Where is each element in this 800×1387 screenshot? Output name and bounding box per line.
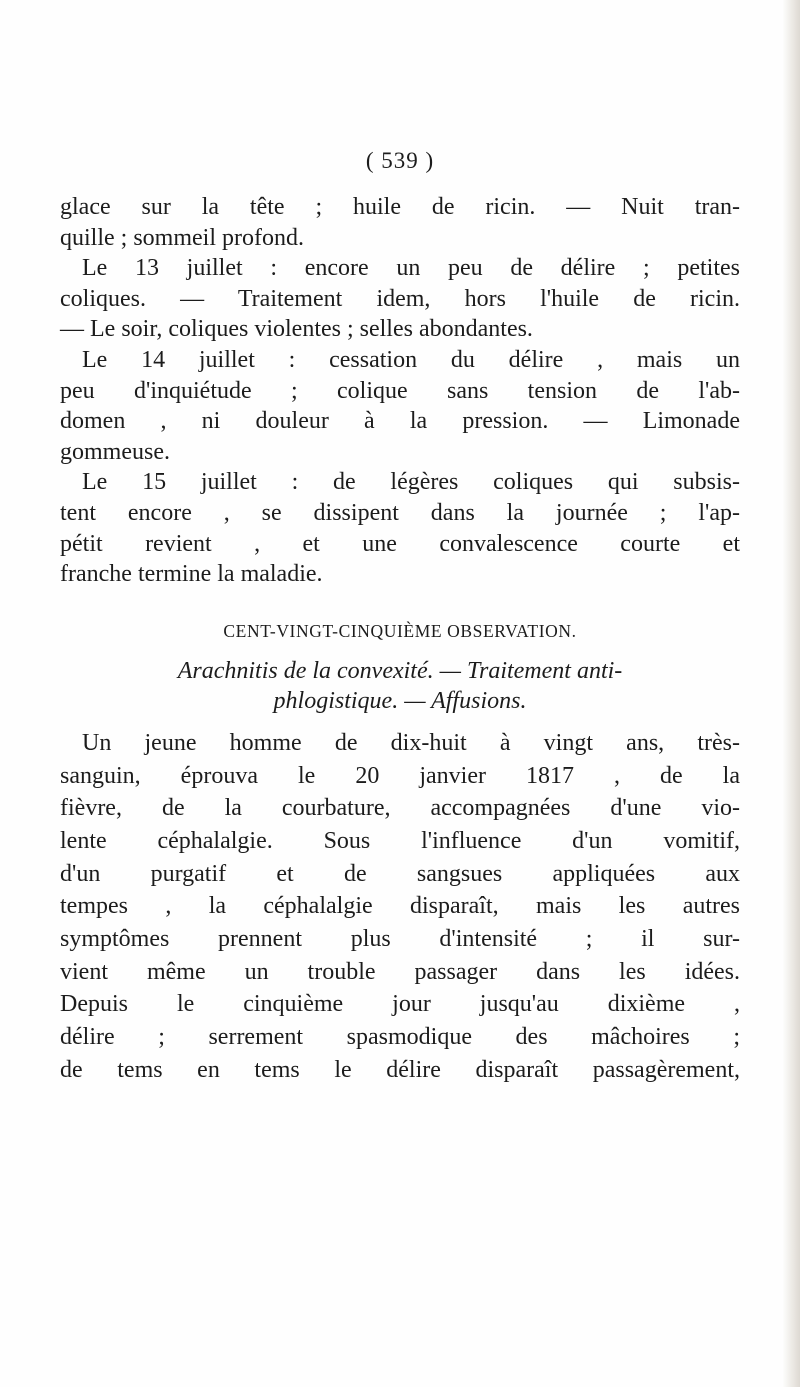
observation-heading: CENT-VINGT-CINQUIÈME OBSERVATION.: [223, 620, 577, 641]
text-line: Le 13 juillet : encore un peu de délire ; petites: [82, 255, 740, 282]
text-line: sanguin, éprouva le 20 janvier 1817 , de la: [60, 762, 740, 789]
text-line: franche termine la maladie.: [60, 561, 323, 588]
text-line: Depuis le cinquième jour jusqu'au dixième ,: [60, 991, 740, 1018]
text-line: gommeuse.: [60, 438, 170, 465]
page-edge-shadow: [782, 0, 800, 1387]
text-line: de tems en tems le délire disparaît passagèrement,: [60, 1056, 740, 1083]
page-text: [60, 148, 740, 1086]
text-line: domen , ni douleur à la pression. — Limonade: [60, 408, 740, 435]
paragraph-2: [60, 253, 740, 345]
paragraph-4: [60, 467, 740, 589]
text-line: tent encore , se dissipent dans la journée ; l'ap-: [60, 499, 740, 526]
observation-subtitle: phlogistique. — Affusions.: [273, 688, 527, 715]
observation-subtitle: Arachnitis de la convexité. — Traitement anti-: [177, 657, 623, 684]
text-line: symptômes prennent plus d'intensité ; il sur-: [60, 926, 740, 953]
text-line: peu d'inquiétude ; colique sans tension de l'ab-: [60, 377, 740, 404]
text-line: Un jeune homme de dix-huit à vingt ans, très-: [82, 729, 740, 756]
text-line: glace sur la tête ; huile de ricin. — Nuit tran-: [60, 194, 740, 220]
text-line: tempes , la céphalalgie disparaît, mais les autres: [60, 893, 740, 920]
text-line: délire ; serrement spasmodique des mâchoires ;: [60, 1024, 740, 1051]
text-line: Le 14 juillet : cessation du délire , mais un: [82, 346, 740, 373]
text-line: fièvre, de la courbature, accompagnées d'une vio-: [60, 795, 740, 822]
text-line: pétit revient , et une convalescence courte et: [60, 530, 740, 557]
text-line: Le 15 juillet : de légères coliques qui subsis-: [82, 469, 740, 496]
text-line: quille ; sommeil profond.: [60, 224, 304, 251]
text-line: vient même un trouble passager dans les idées.: [60, 958, 740, 985]
text-line: coliques. — Traitement idem, hors l'huile de ricin.: [60, 285, 740, 312]
paragraph-1: [60, 192, 740, 253]
text-line: lente céphalalgie. Sous l'influence d'un vomitif,: [60, 827, 740, 854]
page-number: ( 539 ): [365, 148, 435, 173]
text-line: d'un purgatif et de sangsues appliquées aux: [60, 860, 740, 887]
text-line: — Le soir, coliques violentes ; selles abondantes.: [60, 316, 533, 343]
paragraph-3: [60, 345, 740, 467]
observation-body: [60, 727, 740, 1087]
